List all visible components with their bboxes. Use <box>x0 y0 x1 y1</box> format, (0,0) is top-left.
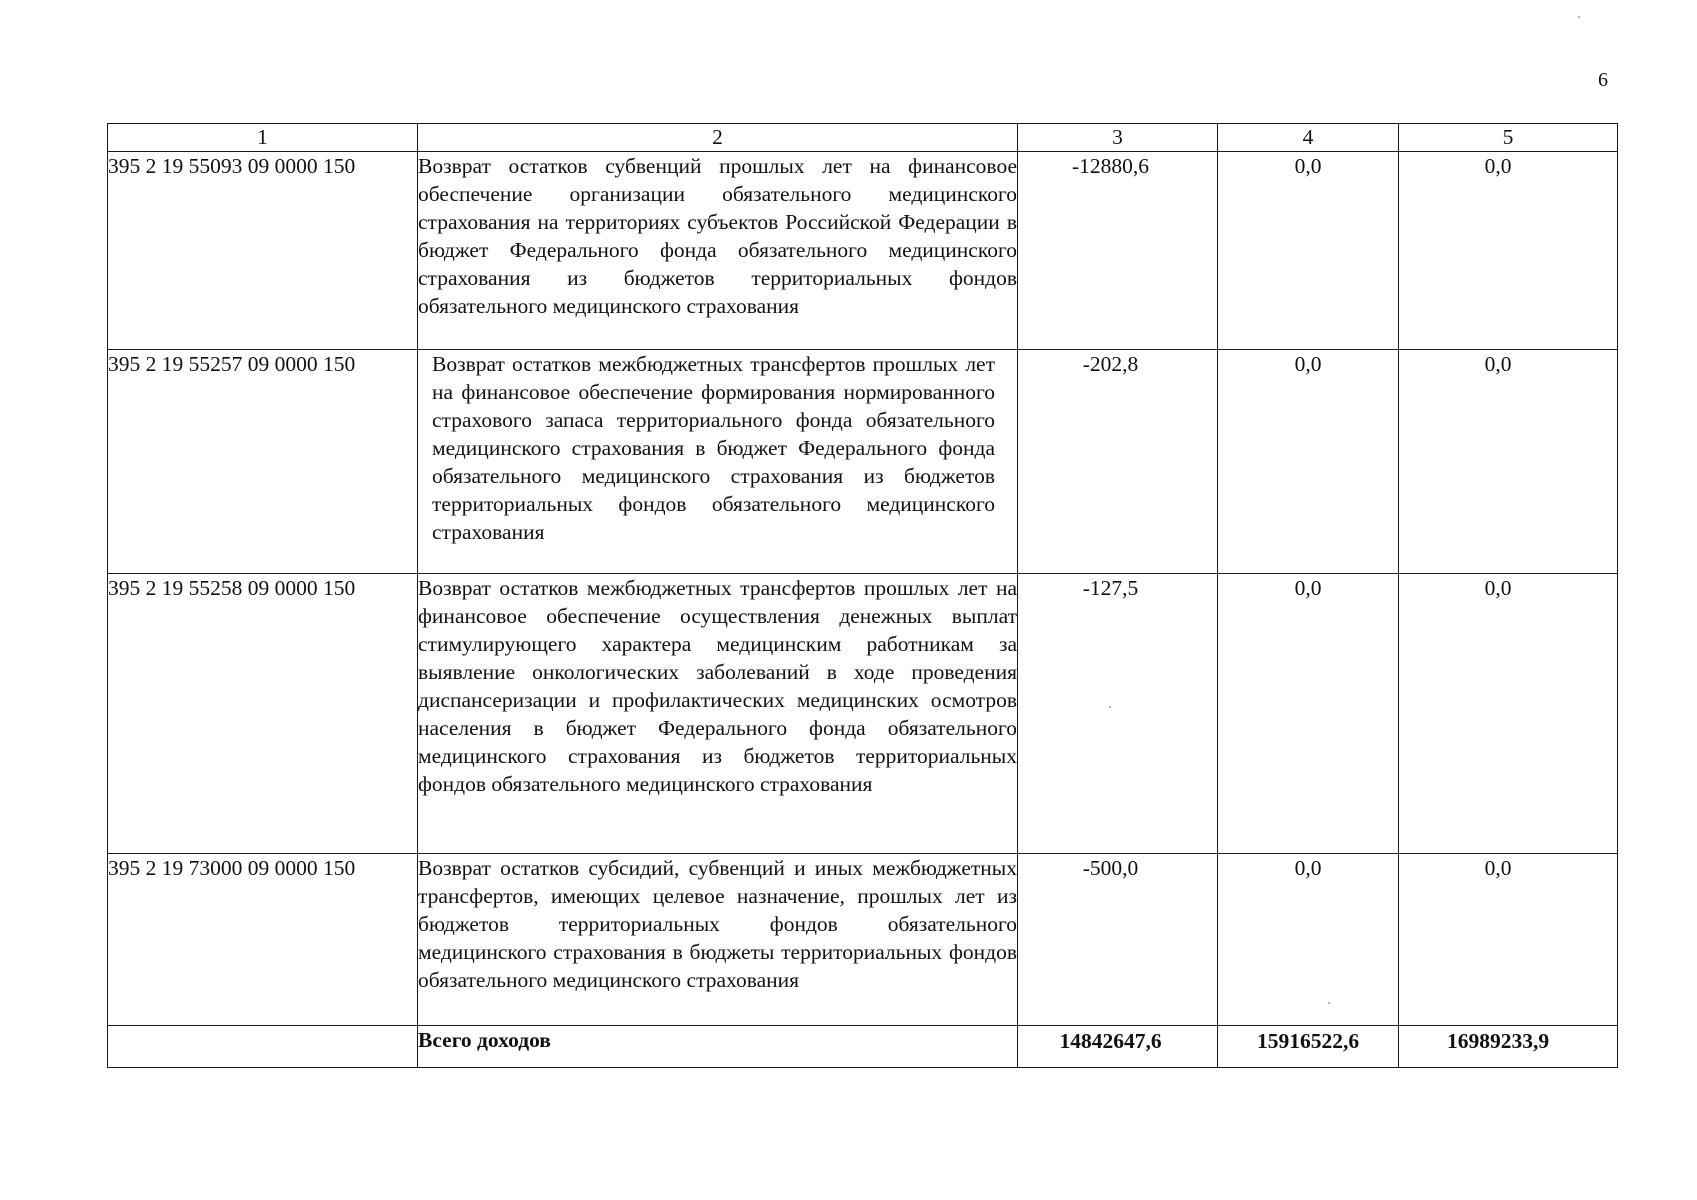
value-col-5: 0,0 <box>1399 854 1618 1026</box>
total-label: Всего доходов <box>418 1026 1018 1068</box>
header-col-3: 3 <box>1018 124 1218 152</box>
table-row <box>108 350 1618 574</box>
row-description: Возврат остатков межбюджетных трансфертов прошлых лет на финансовое обеспечение осуществления денежных выплат стимулирующего характера медицинским работникам за выявление онкологических заболеваний в ходе проведения диспансеризации и профилактических медицинских осмотров населения в бюджет Федерального фонда обязательного медицинского страхования из бюджетов территориальных фондов обязательного медицинского страхования <box>418 574 1018 854</box>
revenue-table <box>107 123 1618 1068</box>
row-description: Возврат остатков субвенций прошлых лет на финансовое обеспечение организации обязательного медицинского страхования на территориях субъектов Российской Федерации в бюджет Федерального фонда обязательного медицинского страхования из бюджетов территориальных фондов обязательного медицинского страхования <box>418 152 1018 350</box>
scan-speck <box>1109 706 1111 708</box>
value-col-3: -127,5 <box>1018 574 1218 854</box>
total-col-5: 16989233,9 <box>1399 1026 1618 1068</box>
budget-code: 395 2 19 55093 09 0000 150 <box>108 152 418 350</box>
value-col-5: 0,0 <box>1399 350 1618 574</box>
total-code <box>108 1026 418 1068</box>
value-col-3: -500,0 <box>1018 854 1218 1026</box>
row-description: Возврат остатков субсидий, субвенций и иных межбюджетных трансфертов, имеющих целевое назначение, прошлых лет из бюджетов территориальных фондов обязательного медицинского страхования в бюджеты территориальных фондов обязательного медицинского страхования <box>418 854 1018 1026</box>
table-row <box>108 574 1618 854</box>
table-row <box>108 152 1618 350</box>
header-col-5: 5 <box>1399 124 1618 152</box>
total-row <box>108 1026 1618 1068</box>
value-col-3: -202,8 <box>1018 350 1218 574</box>
total-col-4: 15916522,6 <box>1218 1026 1399 1068</box>
table-row <box>108 854 1618 1026</box>
page-number: 6 <box>1598 69 1608 91</box>
value-col-5: 0,0 <box>1399 152 1618 350</box>
budget-code: 395 2 19 73000 09 0000 150 <box>108 854 418 1026</box>
header-col-1: 1 <box>108 124 418 152</box>
row-description: Возврат остатков межбюджетных трансфертов прошлых лет на финансовое обеспечение формирования нормированного страхового запаса территориального фонда обязательного медицинского страхования в бюджет Федерального фонда обязательного медицинского страхования из бюджетов территориальных фондов обязательного медицинского страхования <box>418 350 1018 574</box>
header-col-4: 4 <box>1218 124 1399 152</box>
budget-code: 395 2 19 55258 09 0000 150 <box>108 574 418 854</box>
value-col-4: 0,0 <box>1218 854 1399 1026</box>
value-col-3: -12880,6 <box>1018 152 1218 350</box>
scan-speck <box>1578 16 1580 18</box>
value-col-4: 0,0 <box>1218 574 1399 854</box>
header-row <box>108 124 1618 152</box>
value-col-4: 0,0 <box>1218 152 1399 350</box>
scan-speck <box>1328 1002 1330 1004</box>
value-col-4: 0,0 <box>1218 350 1399 574</box>
total-col-3: 14842647,6 <box>1018 1026 1218 1068</box>
budget-code: 395 2 19 55257 09 0000 150 <box>108 350 418 574</box>
value-col-5: 0,0 <box>1399 574 1618 854</box>
header-col-2: 2 <box>418 124 1018 152</box>
